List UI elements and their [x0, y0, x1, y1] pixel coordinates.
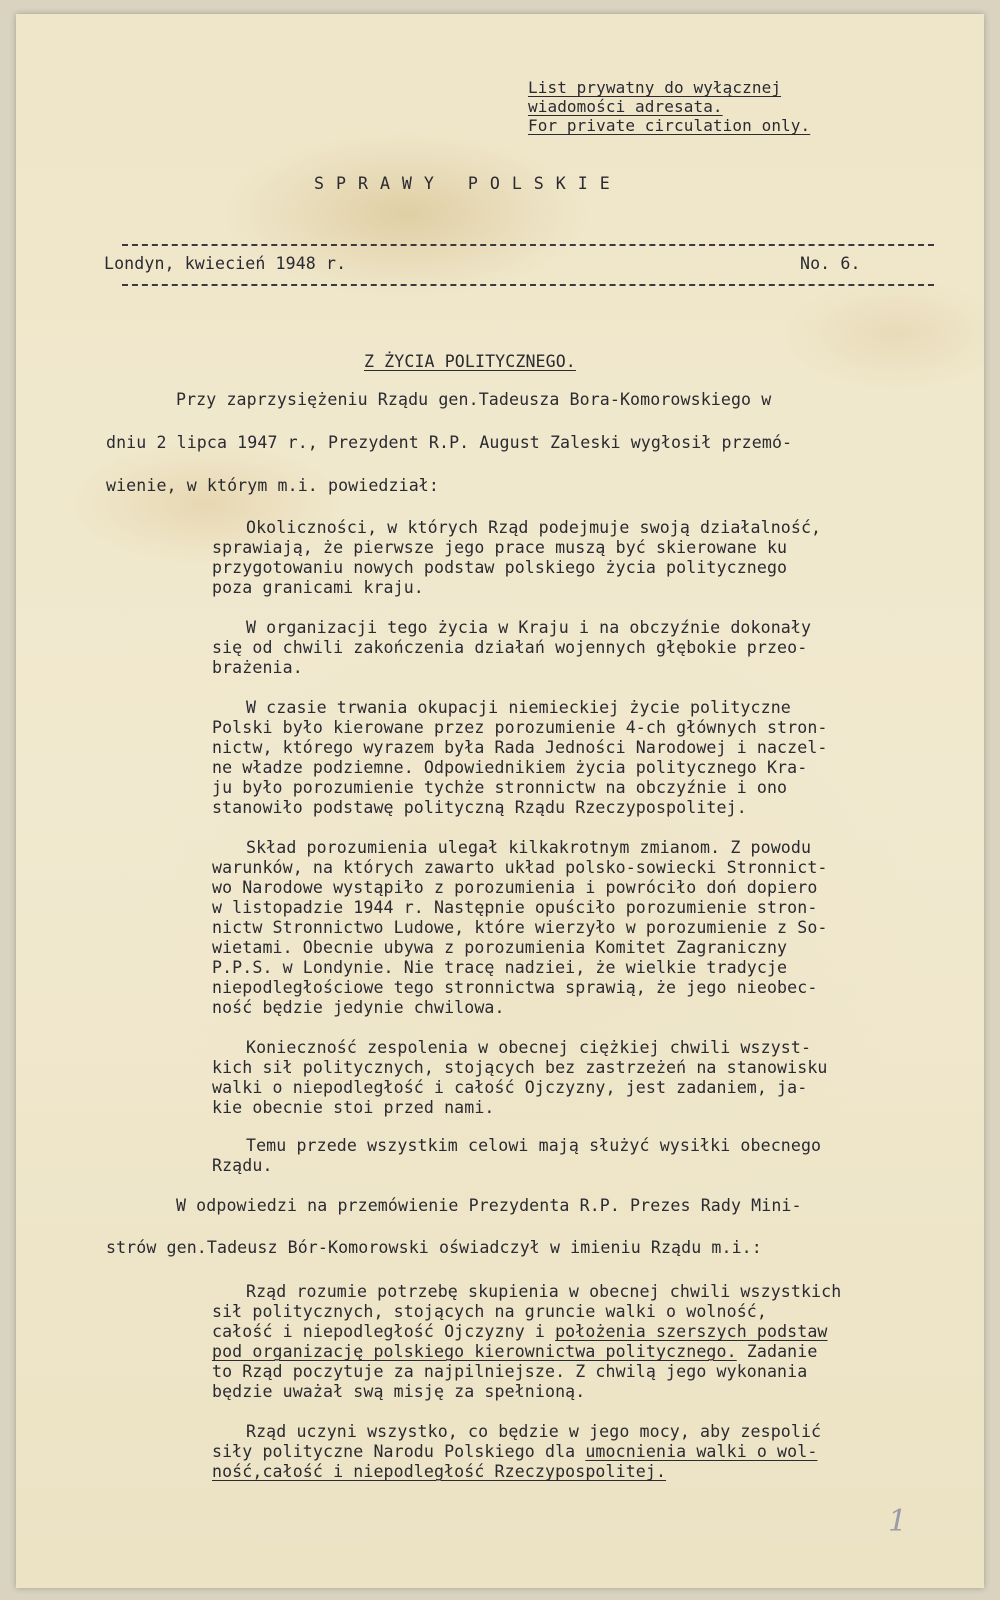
- quote-text: całość i niepodległość Ojczyzny i: [212, 1322, 545, 1341]
- quote-line: Rządu.: [212, 1156, 273, 1175]
- underlined-phrase: umocnienia walki o wol-: [585, 1442, 818, 1461]
- quote-line: P.P.S. w Londynie. Nie tracę nadziei, że wielkie tradycje: [212, 958, 788, 977]
- quote-line: [212, 1322, 828, 1342]
- quote-line: warunków, na których zawarto układ polsko-sowiecki Stronnict-: [212, 858, 828, 877]
- quote-line: stanowiło podstawę polityczną Rządu Rzeczypospolitej.: [212, 798, 747, 817]
- quote-line: kie obecnie stoi przed nami.: [212, 1098, 495, 1117]
- quote-line: ność będzie jedynie chwilowa.: [212, 998, 505, 1017]
- quote-line: ne władze podziemne. Odpowiednikiem życia politycznego Kra-: [212, 758, 808, 777]
- quote-line: niepodległościowe tego stronnictwa sprawią, że jego nieobec-: [212, 978, 818, 997]
- dateline-place-date: Londyn, kwiecień 1948 r.: [104, 254, 347, 273]
- quote-text: Zadanie: [746, 1342, 818, 1361]
- quote-line: W organizacji tego życia w Kraju i na obczyźnie dokonały: [246, 618, 812, 637]
- quote-line: [212, 1442, 817, 1462]
- divider-bottom: [122, 284, 934, 286]
- quote-line: Polski było kierowane przez porozumienie 4-ch głównych stron-: [212, 718, 828, 737]
- quote-line: ju było porozumienie tychże stronnictw na obczyźnie i ono: [212, 778, 788, 797]
- issue-number: No. 6.: [800, 254, 861, 273]
- quote-line: nictw Stronnictwo Ludowe, które wierzyło w porozumienie z So-: [212, 918, 828, 937]
- quote-line: nictw, którego wyrazem była Rada Jedności Narodowej i naczel-: [212, 738, 828, 757]
- intro-line: wienie, w którym m.i. powiedział:: [106, 476, 439, 495]
- underlined-phrase: położenia szerszych podstaw: [555, 1322, 828, 1341]
- quote-line: ność,całość i niepodległość Rzeczypospolitej.: [212, 1462, 667, 1481]
- quote-line: przygotowaniu nowych podstaw polskiego życia politycznego: [212, 558, 788, 577]
- document-page: [16, 14, 984, 1588]
- quote-line: [212, 1342, 817, 1362]
- quote-line: poza granicami kraju.: [212, 578, 424, 597]
- quote-line: sił politycznych, stojących na gruncie walki o wolność,: [212, 1302, 767, 1321]
- page-number: 1: [888, 1504, 908, 1539]
- intro-line: Przy zaprzysiężeniu Rządu gen.Tadeusza Bora-Komorowskiego w: [176, 390, 772, 409]
- quote-line: walki o niepodległość i całość Ojczyzny, jest zadaniem, ja-: [212, 1078, 808, 1097]
- quote-line: Rząd uczyni wszystko, co będzie w jego mocy, aby zespolić: [246, 1422, 822, 1441]
- intro-line: dniu 2 lipca 1947 r., Prezydent R.P. August Zaleski wygłosił przemó-: [106, 433, 793, 452]
- quote-line: W czasie trwania okupacji niemieckiej życie polityczne: [246, 698, 791, 717]
- reply-line: strów gen.Tadeusz Bór-Komorowski oświadczył w imieniu Rządu m.i.:: [106, 1238, 762, 1257]
- private-note-line-3: For private circulation only.: [528, 116, 811, 135]
- quote-line: brażenia.: [212, 658, 303, 677]
- quote-line: Okoliczności, w których Rząd podejmuje swoją działalność,: [246, 518, 822, 537]
- quote-line: wietami. Obecnie ubywa z porozumienia Komitet Zagraniczny: [212, 938, 788, 957]
- quote-line: Konieczność zespolenia w obecnej ciężkiej chwili wszyst-: [246, 1038, 812, 1057]
- quote-line: będzie uważał swą misję za spełnioną.: [212, 1382, 586, 1401]
- publication-title: S P R A W Y P O L S K I E: [314, 174, 611, 193]
- underlined-phrase: pod organizację polskiego kierownictwa politycznego.: [212, 1342, 737, 1361]
- private-note-line-2: wiadomości adresata.: [528, 97, 723, 116]
- quote-line: to Rząd poczytuje za najpilniejsze. Z chwilą jego wykonania: [212, 1362, 808, 1381]
- divider-top: [122, 244, 934, 246]
- quote-line: kich sił politycznych, stojących bez zastrzeżeń na stanowisku: [212, 1058, 828, 1077]
- section-title: Z ŻYCIA POLITYCZNEGO.: [364, 352, 576, 371]
- quote-line: się od chwili zakończenia działań wojennych głębokie przeo-: [212, 638, 808, 657]
- quote-text: siły polityczne Narodu Polskiego dla: [212, 1442, 576, 1461]
- quote-line: Skład porozumienia ulegał kilkakrotnym zmianom. Z powodu: [246, 838, 812, 857]
- quote-line: Rząd rozumie potrzebę skupienia w obecnej chwili wszystkich: [246, 1282, 842, 1301]
- quote-line: sprawiają, że pierwsze jego prace muszą być skierowane ku: [212, 538, 788, 557]
- reply-line: W odpowiedzi na przemówienie Prezydenta R.P. Prezes Rady Mini-: [176, 1196, 802, 1215]
- quote-line: w listopadzie 1944 r. Następnie opuściło porozumienie stron-: [212, 898, 818, 917]
- quote-line: wo Narodowe wystąpiło z porozumienia i powróciło doń dopiero: [212, 878, 818, 897]
- quote-line: Temu przede wszystkim celowi mają służyć wysiłki obecnego: [246, 1136, 822, 1155]
- private-note-line-1: List prywatny do wyłącznej: [528, 78, 782, 97]
